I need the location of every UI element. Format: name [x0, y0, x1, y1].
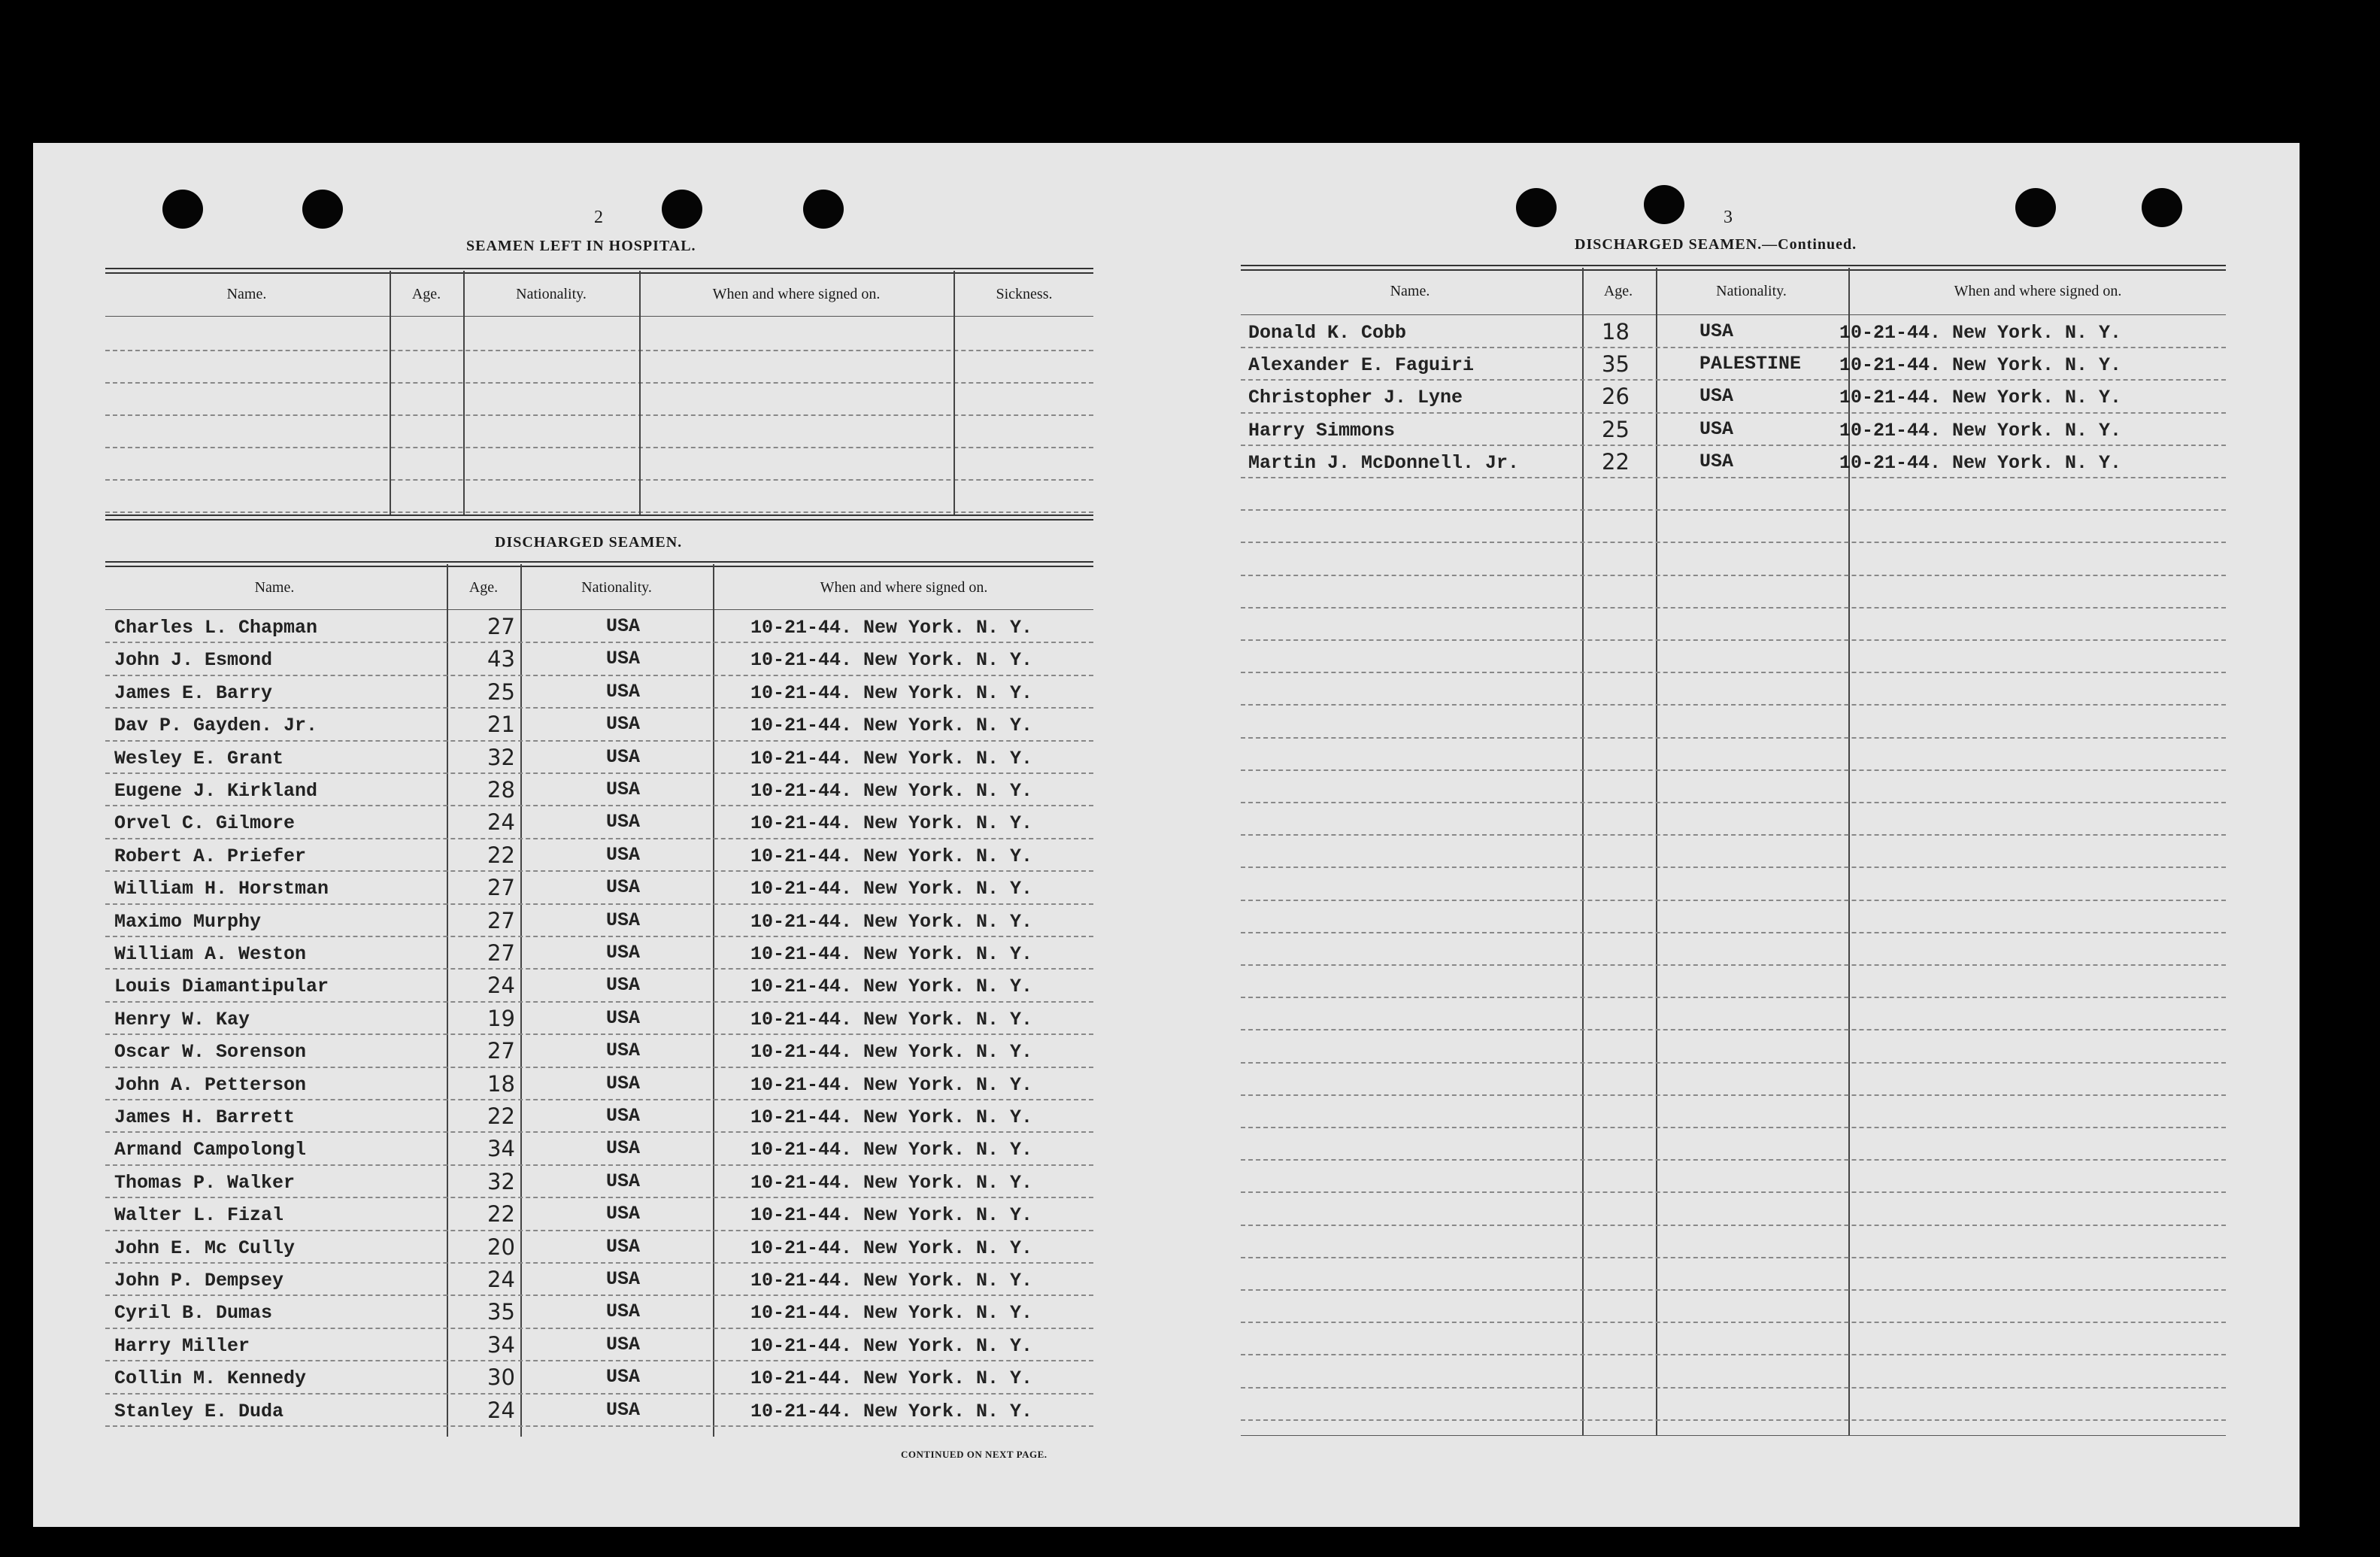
right-col-name: Name. [1390, 283, 1430, 299]
table-row-line [105, 1294, 1093, 1296]
seaman-age: 24 [487, 1267, 515, 1292]
punch-hole [803, 190, 844, 229]
table-row-line [1241, 900, 2226, 901]
seaman-age: 34 [487, 1331, 515, 1358]
signed-on: 10-21-44. New York. N. Y. [750, 976, 1033, 998]
signed-on: 10-21-44. New York. N. Y. [1839, 387, 2122, 409]
signed-on: 10-21-44. New York. N. Y. [750, 715, 1033, 737]
signed-on: 10-21-44. New York. N. Y. [750, 649, 1033, 672]
column-divider [1582, 268, 1584, 1435]
hospital-row-line [105, 350, 1093, 351]
right-table-bottom-rule [1241, 1435, 2226, 1436]
right-col-nationality: Nationality. [1716, 283, 1787, 299]
table-row-line [105, 1164, 1093, 1166]
seaman-age: 35 [1602, 351, 1630, 378]
signed-on: 10-21-44. New York. N. Y. [750, 1041, 1033, 1064]
table-row-line [1241, 1322, 2226, 1323]
column-divider [954, 271, 955, 516]
seaman-age: 24 [487, 809, 515, 836]
hospital-row-line [105, 447, 1093, 448]
table-row-line [105, 1067, 1093, 1068]
signed-on: 10-21-44. New York. N. Y. [750, 1270, 1033, 1291]
seaman-nationality: USA [606, 843, 641, 866]
seaman-nationality: USA [606, 713, 641, 736]
signed-on: 10-21-44. New York. N. Y. [750, 1106, 1033, 1128]
table-row-line [1241, 997, 2226, 998]
signed-on: 10-21-44. New York. N. Y. [750, 780, 1033, 802]
seaman-age: 30 [487, 1364, 515, 1391]
signed-on: 10-21-44. New York. N. Y. [1839, 419, 2122, 442]
column-divider [1656, 268, 1657, 1435]
seaman-nationality: USA [606, 1235, 641, 1258]
table-row-line [105, 772, 1093, 774]
table-row-line [1241, 769, 2226, 771]
table-row-line [1241, 1191, 2226, 1193]
table-row-line [105, 870, 1093, 872]
punch-hole [162, 190, 203, 229]
seaman-age: 28 [487, 777, 515, 803]
seaman-age: 27 [487, 1038, 515, 1064]
page-number: 3 [1724, 208, 1733, 227]
signed-on: 10-21-44. New York. N. Y. [750, 910, 1033, 933]
seaman-nationality: USA [606, 1006, 641, 1029]
signed-on: 10-21-44. New York. N. Y. [750, 1367, 1033, 1390]
seaman-age: 25 [487, 678, 515, 705]
table-row-line [105, 1033, 1093, 1035]
table-row-line [105, 903, 1093, 905]
seaman-age: 43 [487, 646, 515, 672]
seaman-nationality: USA [606, 974, 641, 997]
seaman-nationality: USA [1699, 417, 1734, 440]
table-row-line [1241, 639, 2226, 641]
seaman-age: 26 [1602, 384, 1630, 410]
table-row-line [105, 1099, 1093, 1100]
table-row-line [105, 936, 1093, 937]
table-row-line [105, 675, 1093, 676]
right-header-rule [1241, 314, 2226, 315]
seaman-nationality: USA [606, 1072, 641, 1094]
signed-on: 10-21-44. New York. N. Y. [1839, 354, 2122, 377]
seaman-name: John A. Petterson [114, 1073, 307, 1096]
seaman-nationality: USA [606, 680, 641, 703]
table-row-line [1241, 575, 2226, 576]
discharged-col-age: Age. [468, 579, 499, 596]
table-row-line [1241, 1159, 2226, 1161]
hospital-section-title: SEAMEN LEFT IN HOSPITAL. [466, 238, 696, 254]
signed-on: 10-21-44. New York. N. Y. [1839, 322, 2122, 344]
discharged-table-top-rule [105, 561, 1093, 567]
table-row-line [1241, 1094, 2226, 1096]
punch-hole [662, 190, 702, 229]
hospital-col-age: Age. [411, 286, 441, 302]
table-row-line [105, 642, 1093, 643]
table-row-line [105, 707, 1093, 709]
seaman-name: Stanley E. Duda [114, 1400, 284, 1422]
table-row-line [1241, 932, 2226, 933]
seaman-age: 22 [487, 1103, 515, 1129]
seaman-nationality: USA [606, 1398, 641, 1421]
seaman-nationality: USA [606, 1137, 641, 1160]
seaman-nationality: USA [606, 942, 641, 964]
signed-on: 10-21-44. New York. N. Y. [750, 1171, 1033, 1194]
table-row-line [105, 1360, 1093, 1361]
discharged-col-signed-on: When and where signed on. [820, 579, 988, 596]
seaman-nationality: USA [606, 1366, 641, 1389]
seaman-name: Christopher J. Lyne [1248, 387, 1463, 409]
table-row-line [105, 968, 1093, 970]
page-number: 2 [594, 208, 603, 227]
table-row-line [105, 1197, 1093, 1198]
seaman-age: 18 [487, 1070, 515, 1097]
table-row-line [1241, 1225, 2226, 1226]
right-col-signed-on: When and where signed on. [1954, 283, 2122, 299]
punch-hole [2142, 188, 2182, 227]
table-row-line [105, 1393, 1093, 1395]
table-row-line [1241, 477, 2226, 478]
seaman-nationality: USA [606, 615, 641, 637]
table-row-line [1241, 802, 2226, 803]
punch-hole [302, 190, 343, 229]
signed-on: 10-21-44. New York. N. Y. [1839, 451, 2122, 474]
seaman-age: 27 [487, 907, 515, 933]
seaman-name: John J. Esmond [114, 649, 273, 672]
seaman-nationality: USA [606, 1105, 641, 1127]
hospital-row-line [105, 414, 1093, 416]
manifest-sheet [33, 143, 2300, 1527]
signed-on: 10-21-44. New York. N. Y. [750, 1334, 1033, 1357]
discharged-header-rule [105, 609, 1093, 610]
seaman-name: Dav P. Gayden. Jr. [114, 715, 318, 737]
table-row-line [1241, 509, 2226, 511]
seaman-name: John E. Mc Cully [114, 1237, 296, 1259]
seaman-name: Orvel C. Gilmore [114, 812, 296, 835]
discharged-col-name: Name. [254, 579, 295, 596]
seaman-age: 22 [487, 842, 515, 868]
seaman-nationality: USA [606, 1301, 641, 1323]
column-divider [1848, 268, 1850, 1435]
punch-hole [1516, 188, 1557, 227]
hospital-table-top-rule [105, 268, 1093, 274]
signed-on: 10-21-44. New York. N. Y. [750, 1400, 1033, 1422]
seaman-name: Oscar W. Sorenson [114, 1041, 307, 1064]
signed-on: 10-21-44. New York. N. Y. [750, 845, 1033, 867]
seaman-age: 24 [487, 973, 515, 999]
seaman-nationality: PALESTINE [1699, 353, 1802, 375]
hospital-header-rule [105, 316, 1093, 317]
seaman-nationality: USA [1699, 385, 1734, 408]
table-row-line [105, 805, 1093, 806]
seaman-age: 22 [1602, 448, 1630, 475]
seaman-name: Walter L. Fizal [114, 1204, 284, 1227]
seaman-nationality: USA [606, 1203, 641, 1225]
seaman-age: 21 [487, 712, 515, 738]
seaman-nationality: USA [606, 745, 641, 768]
table-row-line [105, 838, 1093, 839]
discharged-section-title: DISCHARGED SEAMEN. [495, 534, 683, 551]
table-row-line [1241, 704, 2226, 706]
seaman-name: John P. Dempsey [114, 1270, 284, 1291]
table-row-line [1241, 1127, 2226, 1128]
seaman-name: Thomas P. Walker [114, 1171, 296, 1194]
seaman-age: 27 [487, 875, 515, 901]
seaman-name: Wesley E. Grant [114, 747, 284, 769]
hospital-row-line [105, 511, 1093, 513]
seaman-nationality: USA [606, 648, 641, 670]
continued-section-title: DISCHARGED SEAMEN.—Continued. [1575, 236, 1857, 253]
hospital-row-line [105, 479, 1093, 481]
seaman-nationality: USA [606, 909, 641, 931]
seaman-nationality: USA [1699, 320, 1734, 342]
right-table-top-rule [1241, 265, 2226, 271]
seaman-age: 22 [487, 1201, 515, 1228]
seaman-nationality: USA [606, 1333, 641, 1355]
table-row-line [105, 1230, 1093, 1231]
seaman-age: 27 [487, 614, 515, 639]
seaman-nationality: USA [606, 1040, 641, 1062]
continued-note: CONTINUED ON NEXT PAGE. [901, 1449, 1048, 1460]
hospital-table-bottom-rule [105, 514, 1093, 521]
seaman-nationality: USA [606, 1268, 641, 1290]
signed-on: 10-21-44. New York. N. Y. [750, 943, 1033, 965]
column-divider [463, 271, 465, 516]
seaman-age: 19 [487, 1005, 515, 1031]
seaman-age: 34 [487, 1136, 515, 1162]
table-row-line [1241, 1257, 2226, 1258]
table-row-line [105, 740, 1093, 742]
seaman-nationality: USA [606, 811, 641, 833]
signed-on: 10-21-44. New York. N. Y. [750, 812, 1033, 835]
seaman-name: William A. Weston [114, 943, 307, 965]
table-row-line [1241, 1289, 2226, 1291]
seaman-age: 24 [487, 1397, 515, 1423]
seaman-name: Maximo Murphy [114, 910, 262, 933]
table-row-line [1241, 607, 2226, 609]
seaman-age: 20 [487, 1234, 515, 1260]
seaman-nationality: USA [606, 778, 641, 800]
signed-on: 10-21-44. New York. N. Y. [750, 617, 1033, 639]
hospital-col-sickness: Sickness. [996, 286, 1053, 302]
signed-on: 10-21-44. New York. N. Y. [750, 1008, 1033, 1030]
seaman-name: Alexander E. Faguiri [1248, 354, 1475, 377]
seaman-age: 35 [487, 1299, 515, 1325]
table-row-line [1241, 867, 2226, 868]
punch-hole [2015, 188, 2056, 227]
signed-on: 10-21-44. New York. N. Y. [750, 1237, 1033, 1259]
table-row-line [1241, 1029, 2226, 1030]
signed-on: 10-21-44. New York. N. Y. [750, 1073, 1033, 1096]
table-row-line [105, 1328, 1093, 1329]
table-row-line [1241, 379, 2226, 381]
hospital-row-line [105, 382, 1093, 384]
seaman-age: 25 [1602, 416, 1630, 442]
seaman-name: Charles L. Chapman [114, 617, 318, 639]
table-row-line [1241, 412, 2226, 414]
seaman-name: Armand Campolongl [114, 1139, 307, 1161]
seaman-name: Cyril B. Dumas [114, 1302, 273, 1325]
table-row-line [1241, 445, 2226, 446]
seaman-nationality: USA [606, 876, 641, 899]
table-row-line [1241, 964, 2226, 966]
seaman-name: Harry Simmons [1248, 419, 1396, 442]
signed-on: 10-21-44. New York. N. Y. [750, 681, 1033, 704]
table-row-line [105, 1425, 1093, 1427]
hospital-col-nationality: Nationality. [516, 286, 587, 302]
hospital-col-name: Name. [226, 286, 267, 302]
seaman-name: Louis Diamantipular [114, 976, 329, 998]
signed-on: 10-21-44. New York. N. Y. [750, 1204, 1033, 1227]
table-row-line [1241, 737, 2226, 739]
seaman-nationality: USA [1699, 450, 1734, 472]
table-row-line [105, 1131, 1093, 1133]
seaman-name: William H. Horstman [114, 878, 329, 900]
signed-on: 10-21-44. New York. N. Y. [750, 747, 1033, 769]
seaman-name: James E. Barry [114, 681, 273, 704]
column-divider [390, 271, 391, 516]
seaman-name: Donald K. Cobb [1248, 322, 1407, 344]
seaman-nationality: USA [606, 1170, 641, 1192]
signed-on: 10-21-44. New York. N. Y. [750, 1139, 1033, 1161]
table-row-line [1241, 347, 2226, 348]
signed-on: 10-21-44. New York. N. Y. [750, 878, 1033, 900]
table-row-line [1241, 1387, 2226, 1389]
seaman-name: Henry W. Kay [114, 1008, 250, 1030]
seaman-name: Collin M. Kennedy [114, 1367, 307, 1390]
table-row-line [1241, 1354, 2226, 1355]
seaman-name: Robert A. Priefer [114, 845, 307, 867]
seaman-name: Martin J. McDonnell. Jr. [1248, 451, 1520, 474]
seaman-name: James H. Barrett [114, 1106, 296, 1128]
seaman-name: Harry Miller [114, 1334, 250, 1357]
column-divider [639, 271, 641, 516]
table-row-line [105, 1001, 1093, 1003]
seaman-name: Eugene J. Kirkland [114, 780, 318, 802]
signed-on: 10-21-44. New York. N. Y. [750, 1302, 1033, 1325]
hospital-col-signed-on: When and where signed on. [712, 286, 881, 302]
table-row-line [105, 1262, 1093, 1264]
punch-hole [1644, 185, 1684, 224]
discharged-col-nationality: Nationality. [581, 579, 652, 596]
seaman-age: 32 [487, 744, 515, 770]
seaman-age: 27 [487, 940, 515, 966]
table-row-line [1241, 1062, 2226, 1064]
table-row-line [1241, 1419, 2226, 1421]
table-row-line [1241, 672, 2226, 673]
seaman-age: 32 [487, 1168, 515, 1194]
table-row-line [1241, 834, 2226, 836]
table-row-line [1241, 542, 2226, 543]
right-col-age: Age. [1603, 283, 1633, 299]
seaman-age: 18 [1602, 319, 1630, 344]
